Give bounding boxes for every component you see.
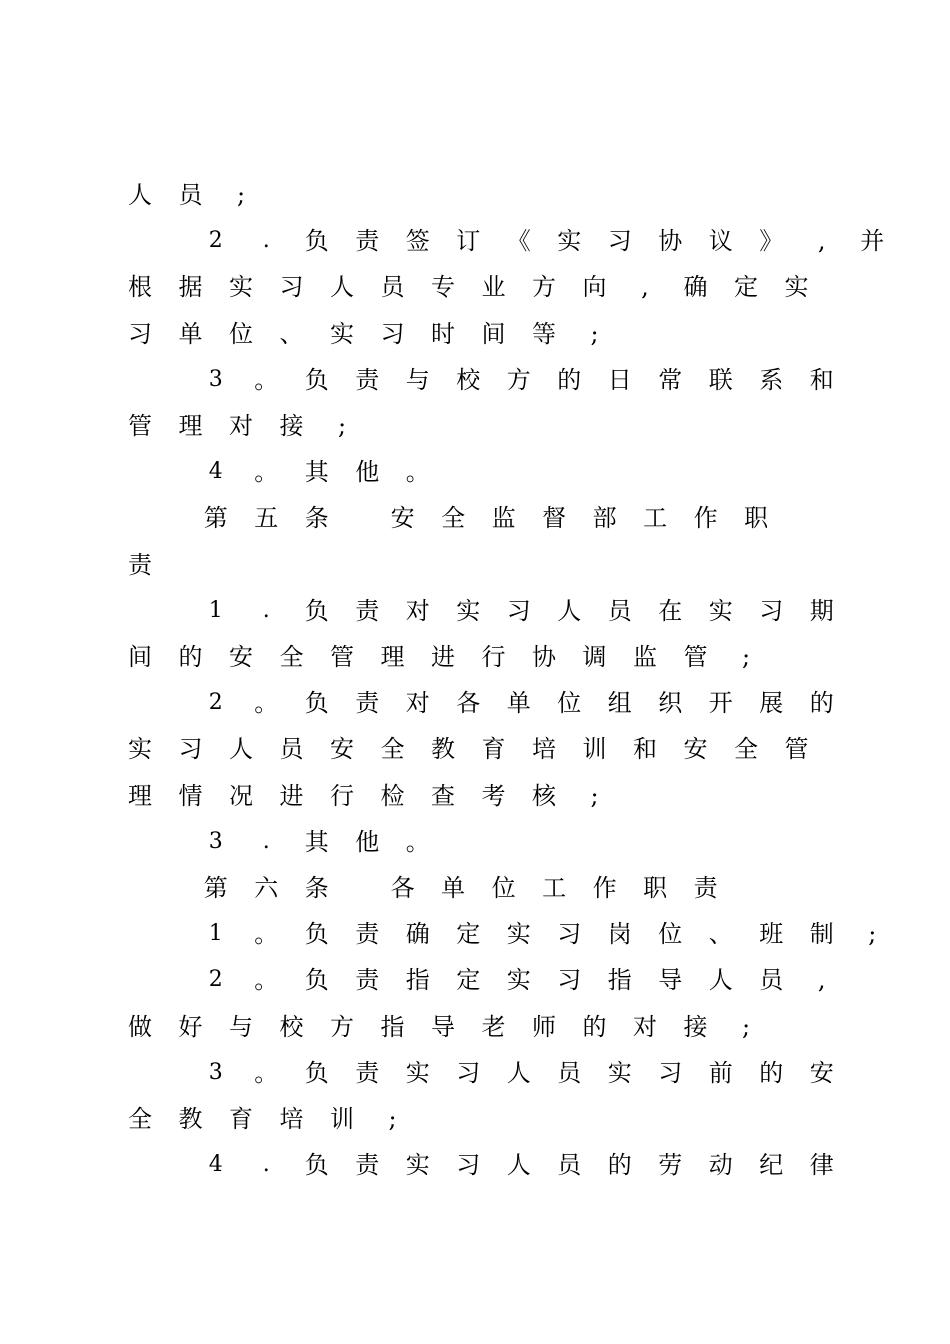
document-line [0, 317, 950, 363]
document-line [0, 732, 950, 778]
document-char: 实 [557, 227, 582, 256]
document-char: 安 [330, 735, 354, 764]
document-char: 条 [304, 874, 329, 902]
document-char: 安 [809, 1058, 834, 1087]
document-char: 位 [491, 874, 516, 902]
document-char: 的 [607, 1151, 632, 1180]
document-char: 员 [557, 1151, 582, 1180]
document-char: 、 [708, 920, 733, 949]
document-line [0, 548, 950, 594]
document-line [0, 1010, 950, 1056]
document-char: 的 [759, 1058, 784, 1087]
document-char: 好 [178, 1012, 203, 1041]
document-char: 调 [582, 643, 607, 671]
document-char: 3 [208, 1059, 223, 1085]
document-char: 组 [607, 689, 632, 718]
document-char: 1 [208, 921, 223, 947]
document-char: 人 [506, 1058, 531, 1087]
document-line [0, 270, 950, 316]
document-char: 安 [683, 735, 708, 764]
document-char: 定 [734, 273, 758, 302]
document-char: 据 [178, 273, 203, 302]
document-char: 3 [208, 366, 223, 392]
document-char: 常 [658, 365, 683, 394]
document-char: 实 [405, 1151, 430, 1180]
document-line [0, 178, 950, 224]
document-char: 实 [128, 735, 152, 764]
document-char: 4 [208, 459, 223, 485]
document-char: 部 [592, 504, 617, 533]
document-char: 2 [208, 228, 223, 254]
document-char: 督 [542, 504, 567, 533]
document-char: 协 [658, 227, 683, 256]
document-char: 定 [456, 920, 481, 949]
document-char: 实 [456, 596, 481, 625]
document-char: 在 [658, 596, 683, 625]
document-char: 管 [128, 412, 152, 440]
document-char: 负 [304, 596, 329, 625]
document-char: 班 [759, 920, 784, 949]
document-char: 员 [279, 735, 304, 764]
document-char: 人 [330, 273, 354, 302]
document-char: 。 [405, 827, 430, 856]
document-char: 。 [254, 365, 279, 394]
document-char: , [817, 227, 826, 256]
document-char: 专 [431, 273, 455, 302]
document-char: 全 [279, 643, 304, 671]
document-char: 各 [456, 689, 481, 718]
document-char: 指 [380, 1012, 405, 1041]
document-char: 业 [481, 273, 506, 302]
document-char: 。 [254, 920, 279, 949]
document-line [0, 779, 950, 825]
document-char: 协 [532, 643, 556, 671]
document-char: 职 [744, 504, 769, 533]
document-char: 4 [208, 1152, 223, 1178]
document-char: 监 [633, 643, 657, 671]
document-char: 五 [254, 504, 279, 533]
document-char: 责 [355, 966, 380, 995]
document-char: 系 [759, 365, 784, 394]
document-line [0, 409, 950, 455]
document-char: 间 [481, 319, 506, 348]
document-char: 他 [355, 827, 380, 856]
document-char: 的 [809, 689, 834, 718]
document-char: 并 [860, 227, 885, 256]
document-line [0, 501, 950, 547]
document-char: 习 [607, 227, 632, 256]
document-char: 第 [203, 874, 228, 902]
document-char: 对 [633, 1012, 657, 1041]
document-char: 校 [456, 365, 481, 394]
document-line [0, 871, 950, 917]
document-line [0, 224, 950, 270]
document-char: 条 [304, 504, 329, 533]
document-char: 人 [708, 966, 733, 995]
document-char: ; [741, 643, 751, 671]
document-char: 作 [693, 504, 718, 533]
document-line [0, 686, 950, 732]
document-char: 实 [330, 319, 354, 348]
document-char: 习 [557, 920, 582, 949]
document-char: 向 [582, 273, 607, 302]
document-char: 核 [532, 781, 556, 810]
document-char: 工 [542, 874, 567, 902]
document-char: 1 [208, 597, 223, 623]
document-char: 管 [784, 735, 809, 764]
document-char: 。 [405, 458, 430, 487]
document-char: 期 [809, 596, 834, 625]
document-char: 时 [431, 319, 455, 348]
document-char: 教 [178, 1105, 203, 1133]
document-char: , [641, 273, 649, 302]
document-line [0, 1056, 950, 1102]
document-char: 育 [229, 1105, 253, 1133]
document-char: 2 [208, 967, 223, 993]
document-char: 实 [405, 1058, 430, 1087]
document-char: 确 [683, 273, 708, 302]
document-line [0, 594, 950, 640]
document-char: 安 [390, 504, 415, 533]
document-char: 劳 [658, 1151, 683, 1180]
document-char: 检 [380, 781, 405, 810]
document-char: 负 [304, 920, 329, 949]
document-char: 责 [355, 227, 380, 256]
document-char: 考 [481, 781, 506, 810]
document-char: . [262, 228, 270, 254]
document-char: 实 [784, 273, 809, 302]
document-char: 。 [254, 966, 279, 995]
document-char: 习 [506, 596, 531, 625]
document-char: 接 [279, 412, 304, 440]
document-char: 习 [279, 273, 304, 302]
document-line [0, 825, 950, 871]
document-char: 负 [304, 227, 329, 256]
document-char: 对 [405, 596, 430, 625]
document-char: 制 [809, 920, 834, 949]
document-char: 订 [456, 227, 481, 256]
document-char: 的 [178, 643, 203, 671]
document-char: 指 [405, 966, 430, 995]
document-line [0, 963, 950, 1009]
document-char: 》 [759, 227, 784, 256]
document-char: 理 [128, 781, 152, 810]
document-char: ; [236, 181, 246, 209]
document-char: 习 [456, 1058, 481, 1087]
document-char: 2 [208, 690, 223, 716]
document-char: 六 [254, 874, 279, 902]
document-char: 位 [658, 920, 683, 949]
document-char: 开 [708, 689, 733, 718]
document-char: 责 [355, 1058, 380, 1087]
document-char: 方 [506, 365, 531, 394]
document-char: 定 [456, 966, 481, 995]
document-char: 各 [390, 874, 415, 902]
document-char: 纪 [759, 1151, 784, 1180]
document-char: 实 [607, 1058, 632, 1087]
document-char: 与 [405, 365, 430, 394]
document-char: 岗 [607, 920, 632, 949]
document-char: 指 [607, 966, 632, 995]
document-char: ; [388, 1105, 397, 1133]
document-char: 训 [330, 1105, 354, 1133]
document-char: 律 [809, 1151, 834, 1180]
document-char: 行 [481, 643, 506, 671]
document-char: 、 [279, 319, 304, 348]
document-char: ; [590, 319, 599, 348]
document-line [0, 455, 950, 501]
document-char: 习 [178, 735, 203, 764]
document-char: 单 [441, 874, 466, 902]
document-char: 进 [279, 781, 304, 810]
document-char: 习 [456, 1151, 481, 1180]
document-char: 员 [759, 966, 784, 995]
document-char: 根 [128, 273, 152, 302]
document-char: 单 [506, 689, 531, 718]
document-char: 习 [380, 319, 405, 348]
document-char: 责 [128, 550, 152, 579]
document-char: 负 [304, 1151, 329, 1180]
document-char: 负 [304, 689, 329, 718]
document-char: 况 [229, 781, 253, 810]
document-char: . [262, 828, 270, 854]
document-char: 第 [203, 504, 228, 533]
document-char: 。 [254, 458, 279, 487]
document-line [0, 1148, 950, 1194]
document-char: 责 [355, 365, 380, 394]
document-char: 管 [330, 643, 354, 671]
document-char: 等 [532, 319, 556, 348]
document-char: 职 [643, 874, 668, 902]
document-char: 责 [355, 689, 380, 718]
document-char: 全 [128, 1105, 152, 1133]
document-char: ; [337, 412, 347, 440]
document-char: 人 [557, 596, 582, 625]
document-char: 作 [592, 874, 617, 902]
document-char: 做 [128, 1012, 152, 1041]
document-char: 人 [128, 181, 152, 209]
document-char: 和 [633, 735, 657, 764]
document-char: ; [741, 1012, 751, 1041]
document-line [0, 363, 950, 409]
document-char: 老 [481, 1012, 506, 1041]
document-char: 习 [759, 596, 784, 625]
document-char: 情 [178, 781, 203, 810]
document-char: 间 [128, 643, 152, 671]
document-char: 的 [557, 365, 582, 394]
document-char: 教 [431, 735, 455, 764]
document-char: 。 [254, 1058, 279, 1087]
document-char: 联 [708, 365, 733, 394]
document-char: 培 [279, 1105, 304, 1133]
document-char: 员 [178, 181, 203, 209]
document-char: 前 [708, 1058, 733, 1087]
document-char: 实 [506, 920, 531, 949]
document-char: 确 [405, 920, 430, 949]
document-char: 实 [708, 596, 733, 625]
document-char: 员 [607, 596, 632, 625]
document-line [0, 917, 950, 963]
document-char: 导 [658, 966, 683, 995]
document-char: 展 [759, 689, 784, 718]
document-char: 方 [532, 273, 556, 302]
document-char: 校 [279, 1012, 304, 1041]
document-char: 责 [355, 1151, 380, 1180]
document-char: 与 [229, 1012, 253, 1041]
document-char: 负 [304, 365, 329, 394]
document-char: 议 [708, 227, 733, 256]
document-char: 单 [178, 319, 203, 348]
document-char: . [262, 1152, 270, 1178]
document-char: 行 [330, 781, 354, 810]
document-char: 3 [208, 828, 223, 854]
document-char: 查 [431, 781, 455, 810]
document-char: 全 [441, 504, 466, 533]
document-char: 日 [607, 365, 632, 394]
document-char: 训 [582, 735, 607, 764]
document-char: 签 [405, 227, 430, 256]
document-char: ; [868, 920, 877, 949]
document-char: . [262, 597, 270, 623]
document-char: 实 [506, 966, 531, 995]
document-char: 对 [405, 689, 430, 718]
document-line [0, 1102, 950, 1148]
document-char: ; [590, 781, 599, 810]
document-char: 和 [809, 365, 834, 394]
document-char: 其 [304, 458, 329, 487]
document-char: 全 [734, 735, 758, 764]
document-char: 理 [380, 643, 405, 671]
document-char: 对 [229, 412, 253, 440]
document-char: 导 [431, 1012, 455, 1041]
document-char: 管 [683, 643, 708, 671]
document-char: 接 [683, 1012, 708, 1041]
document-char: 工 [643, 504, 668, 533]
document-char: 习 [128, 319, 152, 348]
document-char: , [817, 966, 826, 995]
document-char: 责 [693, 874, 718, 902]
document-char: 。 [254, 689, 279, 718]
document-char: 习 [557, 966, 582, 995]
document-char: 理 [178, 412, 203, 440]
document-char: 的 [582, 1012, 607, 1041]
document-char: 人 [506, 1151, 531, 1180]
document-char: 安 [229, 643, 253, 671]
document-char: 监 [491, 504, 516, 533]
document-char: 动 [708, 1151, 733, 1180]
document-char: 《 [506, 227, 531, 256]
document-line [0, 640, 950, 686]
document-char: 负 [304, 966, 329, 995]
document-char: 员 [557, 1058, 582, 1087]
document-char: 实 [229, 273, 253, 302]
document-char: 方 [330, 1012, 354, 1041]
document-char: 全 [380, 735, 405, 764]
document-char: 培 [532, 735, 556, 764]
document-char: 负 [304, 1058, 329, 1087]
document-char: 师 [532, 1012, 556, 1041]
document-char: 织 [658, 689, 683, 718]
document-char: 责 [355, 920, 380, 949]
document-char: 他 [355, 458, 380, 487]
document-char: 其 [304, 827, 329, 856]
document-char: 责 [355, 596, 380, 625]
document-char: 习 [658, 1058, 683, 1087]
document-char: 进 [431, 643, 455, 671]
document-char: 位 [557, 689, 582, 718]
document-char: 位 [229, 319, 253, 348]
document-char: 员 [380, 273, 405, 302]
document-char: 人 [229, 735, 253, 764]
document-char: 育 [481, 735, 506, 764]
